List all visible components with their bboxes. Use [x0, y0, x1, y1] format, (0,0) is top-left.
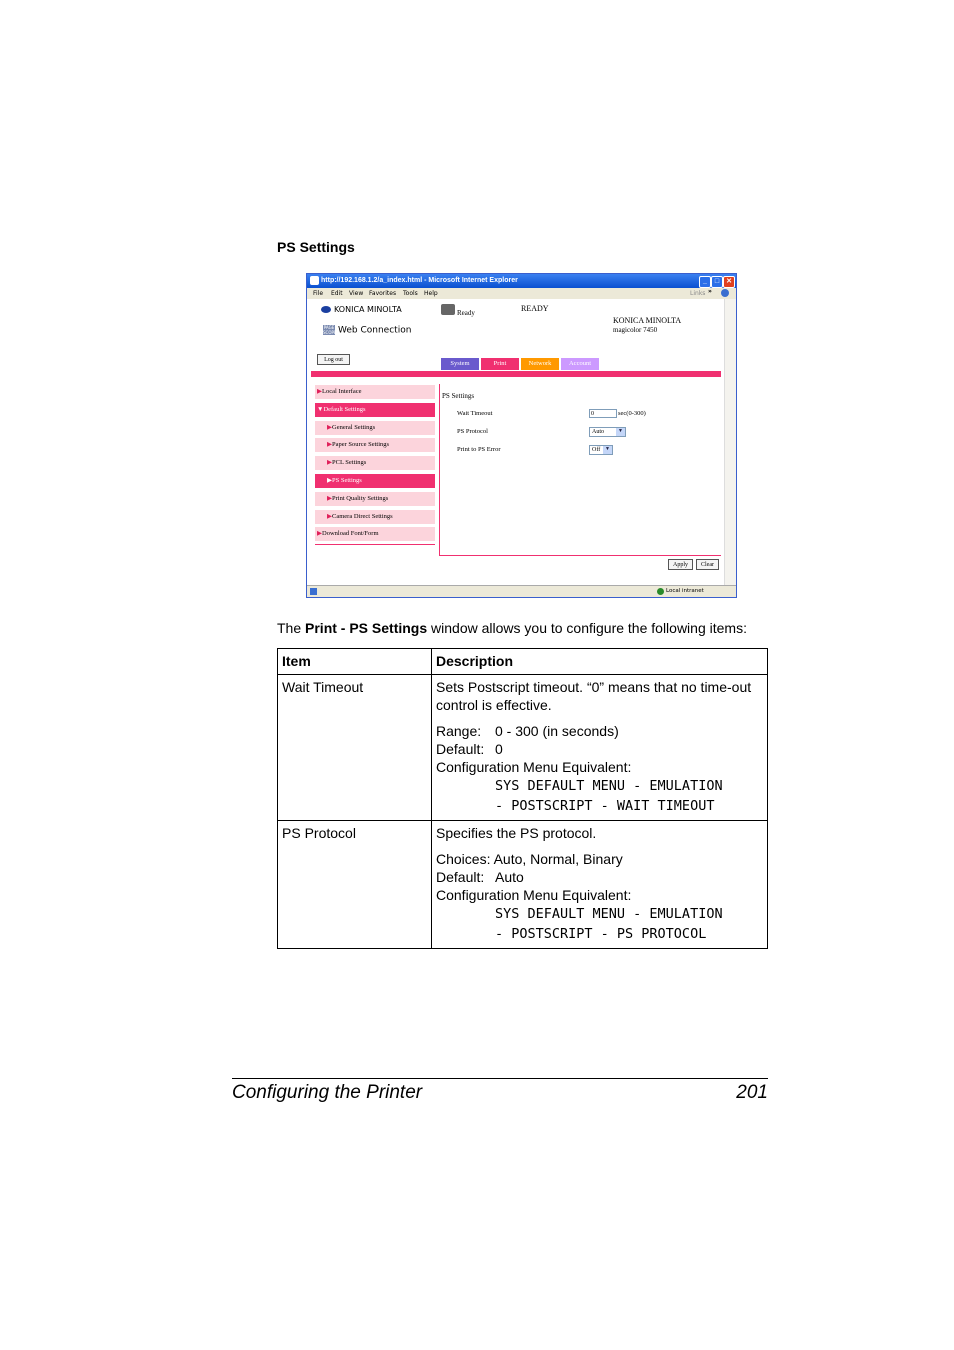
- windows-logo-icon: [721, 289, 729, 297]
- triangle-right-icon: ▶: [327, 459, 332, 467]
- default-label: Default:: [436, 741, 485, 757]
- default-line: [436, 868, 763, 886]
- menu-path: SYS DEFAULT MENU - EMULATION: [495, 906, 723, 922]
- intro-bold: Print - PS Settings: [305, 620, 428, 636]
- logout-button[interactable]: Log out: [317, 354, 350, 365]
- wait-timeout-label: Wait Timeout: [457, 410, 493, 417]
- print-ps-error-value: Off: [592, 447, 601, 453]
- sidebar-item-label: Default Settings: [323, 405, 366, 413]
- konica-minolta-logo: [321, 305, 402, 314]
- menu-file[interactable]: File: [313, 290, 324, 297]
- browser-screenshot: [306, 273, 737, 598]
- sidebar-item-label: PS Settings: [332, 477, 362, 484]
- item-cell: PS Protocol: [278, 821, 432, 949]
- range-value: 0 - 300 (in seconds): [495, 723, 619, 739]
- tab-print[interactable]: Print: [481, 358, 519, 370]
- apply-button[interactable]: Apply: [668, 559, 693, 570]
- section-heading: PS Settings: [277, 239, 355, 255]
- triangle-right-icon: ▶: [327, 512, 332, 520]
- browser-content: [307, 299, 736, 585]
- item-cell: Wait Timeout: [278, 675, 432, 821]
- browser-titlebar: [307, 274, 736, 288]
- menu-help[interactable]: Help: [424, 290, 438, 297]
- triangle-down-icon: ▼: [317, 405, 324, 413]
- menu-path: SYS DEFAULT MENU - EMULATION: [495, 778, 723, 794]
- sidebar-item[interactable]: [315, 385, 435, 399]
- header-description: Description: [432, 649, 768, 675]
- model-vendor: KONICA MINOLTA: [613, 316, 682, 325]
- pagescope-icon: PAGE SCOPE: [323, 325, 337, 335]
- links-label[interactable]: Links: [690, 290, 706, 297]
- maximize-icon[interactable]: □: [711, 276, 723, 288]
- wait-timeout-unit: sec(0-300): [618, 410, 646, 417]
- form-title: PS Settings: [442, 392, 475, 400]
- zone-label: Local intranet: [666, 588, 704, 594]
- ie-icon: [310, 276, 319, 285]
- triangle-right-icon: ▶: [327, 494, 332, 502]
- settings-table: [277, 648, 768, 949]
- logo-product: Web Connection: [338, 325, 412, 336]
- range-line: [436, 722, 763, 740]
- triangle-right-icon: ▶: [327, 423, 332, 431]
- menu-view[interactable]: View: [349, 290, 364, 297]
- sidebar-item-label: Download Font/Form: [322, 530, 379, 538]
- sidebar-item-label: Print Quality Settings: [332, 494, 389, 502]
- ps-protocol-label: PS Protocol: [457, 428, 488, 435]
- pagescope-logo: [323, 325, 411, 336]
- printer-icon: [441, 304, 455, 315]
- intro-post: window allows you to configure the following items:: [427, 620, 747, 636]
- triangle-right-icon: ▶: [317, 388, 322, 395]
- tab-underline: [311, 371, 721, 377]
- menu-path: - POSTSCRIPT - PS PROTOCOL: [495, 926, 707, 942]
- sidebar-item-label: Camera Direct Settings: [332, 512, 393, 520]
- intro-text: [277, 620, 747, 636]
- konica-logo-icon: [321, 306, 331, 313]
- tab-system[interactable]: System: [441, 358, 479, 370]
- triangle-right-icon: ▶: [327, 477, 332, 484]
- print-ps-error-select[interactable]: [589, 445, 613, 455]
- scrollbar[interactable]: [724, 299, 737, 585]
- footer-rule: [232, 1078, 768, 1079]
- default-line: [436, 740, 763, 758]
- intro-pre: The: [277, 620, 306, 636]
- sidebar-item[interactable]: [315, 421, 435, 435]
- description-summary: Specifies the PS protocol.: [436, 825, 597, 841]
- sidebar-item[interactable]: [315, 492, 435, 506]
- model-name: magicolor 7450: [613, 326, 658, 334]
- page-number: 201: [736, 1082, 768, 1103]
- sidebar-item[interactable]: [315, 456, 435, 470]
- sidebar-item-label: Paper Source Settings: [332, 441, 390, 449]
- chevron-down-icon[interactable]: ▼: [603, 446, 612, 454]
- default-label: Default:: [436, 869, 485, 885]
- table-row: [278, 821, 768, 949]
- menu-path: - POSTSCRIPT - WAIT TIMEOUT: [495, 798, 715, 814]
- footer-title: Configuring the Printer: [232, 1082, 423, 1103]
- default-value: 0: [495, 741, 503, 757]
- sidebar-item[interactable]: [315, 403, 435, 417]
- menu-equivalent-label: Configuration Menu Equivalent:: [436, 887, 632, 903]
- page-icon: [310, 588, 317, 595]
- triangle-right-icon: ▶: [327, 441, 332, 449]
- menu-tools[interactable]: Tools: [403, 290, 418, 297]
- sidebar-item-label: PCL Settings: [332, 459, 367, 467]
- printer-status: Ready: [457, 309, 475, 317]
- menu-edit[interactable]: Edit: [331, 290, 343, 297]
- chevron-icon[interactable]: »: [708, 288, 712, 295]
- status-message: READY: [521, 304, 549, 313]
- choices-line: Choices: Auto, Normal, Binary: [436, 851, 623, 867]
- header-item: Item: [278, 649, 432, 675]
- description-cell: [432, 821, 768, 949]
- tab-account[interactable]: Account: [561, 358, 599, 370]
- sidebar-item[interactable]: [315, 527, 435, 541]
- browser-statusbar: [307, 585, 736, 598]
- logo-brand: KONICA MINOLTA: [334, 305, 402, 314]
- default-value: Auto: [495, 869, 524, 885]
- intranet-icon: [657, 588, 664, 595]
- sidebar-item[interactable]: [315, 474, 435, 488]
- sidebar-item-label: General Settings: [332, 423, 376, 431]
- clear-button[interactable]: Clear: [696, 559, 719, 570]
- sidebar-item[interactable]: [315, 438, 435, 452]
- sidebar-item-label: Local Interface: [322, 388, 362, 395]
- table-header-row: [278, 649, 768, 675]
- minimize-icon[interactable]: _: [699, 276, 711, 288]
- print-ps-error-label: Print to PS Error: [457, 446, 501, 453]
- sidebar-item[interactable]: [315, 510, 435, 524]
- table-row: [278, 675, 768, 821]
- ps-protocol-select[interactable]: [589, 427, 626, 437]
- close-icon[interactable]: ✕: [723, 276, 735, 288]
- form-bottom-rule: [439, 555, 721, 556]
- ps-protocol-value: Auto: [592, 429, 604, 435]
- range-label: Range:: [436, 723, 482, 739]
- browser-title: http://192.168.1.2/a_index.html - Microsoft Internet Explorer: [321, 277, 518, 284]
- menu-favorites[interactable]: Favorites: [369, 290, 397, 297]
- description-cell: [432, 675, 768, 821]
- tab-network[interactable]: Network: [521, 358, 559, 370]
- wait-timeout-input[interactable]: 0: [589, 409, 617, 418]
- triangle-right-icon: ▶: [317, 530, 322, 538]
- menu-equivalent-label: Configuration Menu Equivalent:: [436, 759, 632, 775]
- description-summary: Sets Postscript timeout. “0” means that no time-out control is effective.: [436, 679, 752, 713]
- sidebar-divider: [439, 384, 440, 556]
- chevron-down-icon[interactable]: ▼: [616, 428, 625, 436]
- sidebar-bottom-rule: [315, 544, 435, 545]
